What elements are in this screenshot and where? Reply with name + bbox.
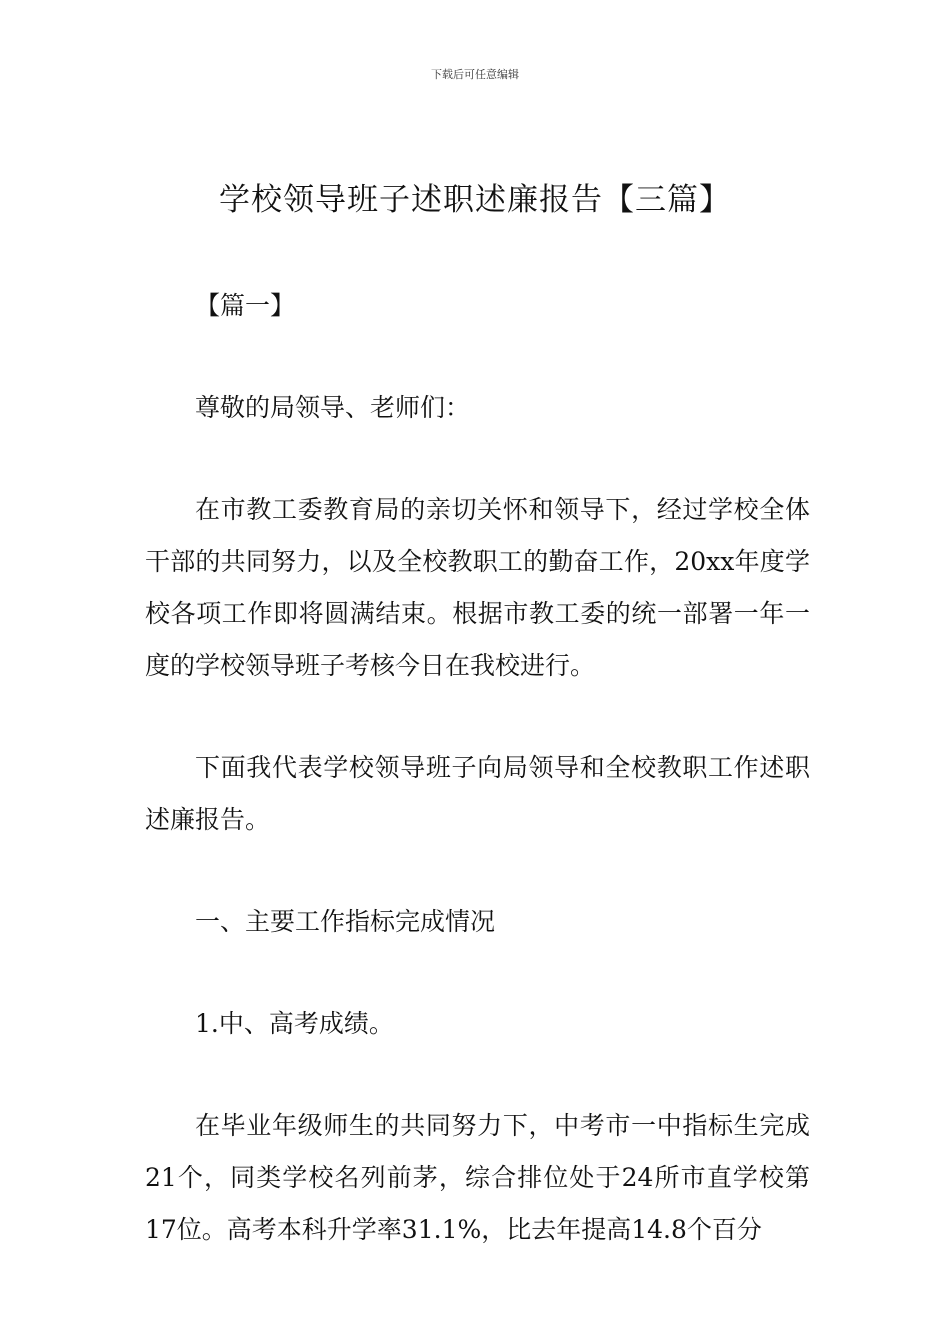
paragraph-intro: 在市教工委教育局的亲切关怀和领导下，经过学校全体干部的共同努力，以及全校教职工的勤奋工作，20xx年度学校各项工作即将圆满结束。根据市教工委的统一部署一年一度的学校领导班子考核今日在我校进行。 [145,495,810,680]
section-heading-1: 一、主要工作指标完成情况 [195,907,496,936]
salutation: 尊敬的局领导、老师们： [195,393,471,422]
document-body [145,280,810,1256]
subsection-heading-1-1: 1.中、高考成绩。 [195,1009,394,1038]
section-label: 【篇一】 [195,291,296,320]
paragraph-report: 下面我代表学校领导班子向局领导和全校教职工作述职述廉报告。 [145,753,810,834]
document-title: 学校领导班子述职述廉报告【三篇】 [219,182,731,218]
paragraph-exam-results: 在毕业年级师生的共同努力下，中考市一中指标生完成21个，同类学校名列前茅，综合排位处于24所市直学校第17位。高考本科升学率31.1%，比去年提高14.8个百分 [145,1111,810,1244]
page-header-note: 下载后可任意编辑 [431,68,519,81]
